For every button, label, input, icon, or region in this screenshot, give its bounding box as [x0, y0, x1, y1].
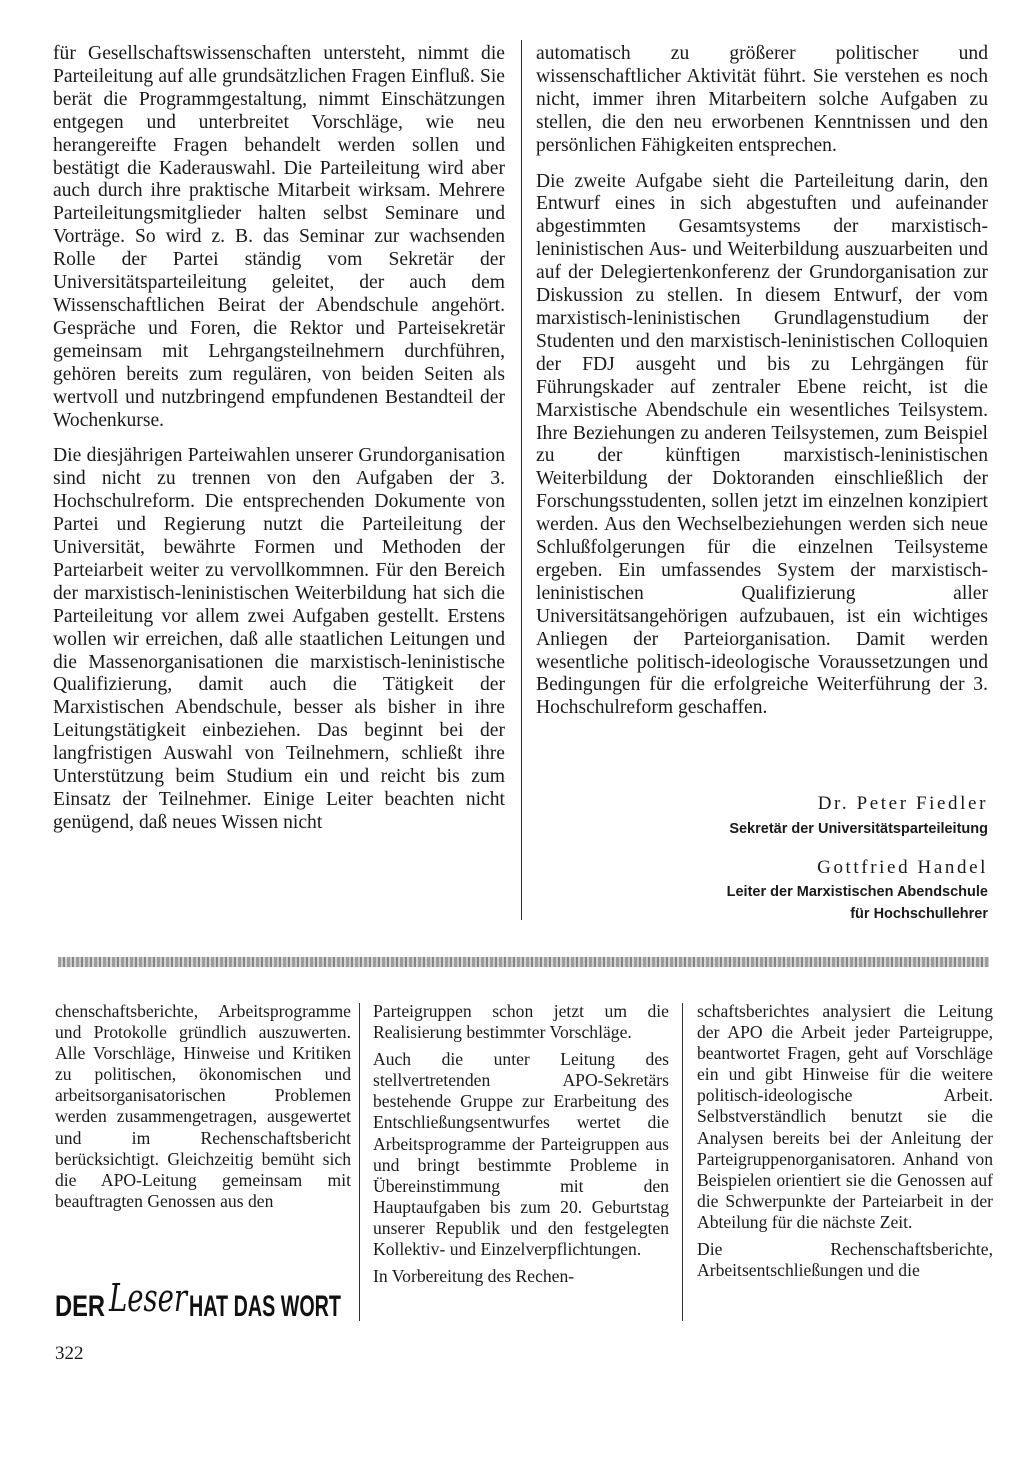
paragraph: In Vorbereitung des Rechen-: [373, 1266, 575, 1287]
author-name-handel: Gottfried Handel: [817, 857, 988, 878]
paragraph: chenschaftsberichte, Arbeitsprogramme und Protokolle gründlich auszuwerten. Alle Vorschläge, Hinweise und Kritiken zu politischen, ökonomischen und arbeitsorganisatorischen Problemen werden zusammengetragen, ausgewertet und im Rechenschaftsbericht berücksichtigt. Gleichzeitig bemüht sich die APO-Leitung gemeinsam mit beauftragten Genossen aus den: [55, 1001, 351, 1211]
column-rule: [521, 40, 522, 920]
paragraph: Die diesjährigen Parteiwahlen unserer Grundorganisation sind nicht zu trennen von den Aufgaben der 3. Hochschulreform. Die entsprechenden Dokumente von Partei und Regierung nutzt die Parteileitung der Universität, bewährte Formen und Methoden der Parteiarbeit weiter zu vervollkommnen. Für den Bereich der marxistisch-leninistischen Weiterbildung hat sich die Parteileitung vor allem zwei Aufgaben gestellt. Erstens wollen wir erreichen, daß alle staatlichen Leitungen und die Massenorganisationen die marxistisch-leninistische Qualifizierung, damit auch die Tätigkeit der Marxistischen Abendschule, besser als bisher in ihre Leitungstätigkeit einbeziehen. Das beginnt bei der langfristigen Auswahl von Teilnehmern, schließt ihre Unterstützung beim Studium ein und reicht bis zum Einsatz der Teilnehmer. Einige Leiter beachten nicht genügend, daß neues Wissen nicht: [53, 445, 505, 833]
rubric-text-der: DER: [55, 1290, 106, 1323]
author-name-fiedler: Dr. Peter Fiedler: [817, 793, 988, 814]
author-role-handel: [727, 881, 988, 925]
reader-column-2: [373, 1001, 669, 1287]
article-column-top-left: [53, 43, 505, 835]
paragraph: Auch die unter Leitung des stellvertretenden APO-Sekretärs bestehende Gruppe zur Erarbeitung des Entschließungsentwurfes wertet die Arbeitsprogramme der Parteigruppen aus und bringt bestimmte Probleme in Übereinstimmung mit den Hauptaufgaben bis zum 20. Geburtstag unserer Republik und den festgelegten Kollektiv- und Einzelverpflichtungen.: [373, 1049, 669, 1260]
author-role-fiedler: Sekretär der Universitätsparteileitung: [729, 821, 988, 837]
author-role-line: für Hochschullehrer: [850, 906, 988, 922]
paragraph: für Gesellschaftswissenschaften untersteht, nimmt die Parteileitung auf alle grundsätzlichen Fragen Einfluß. Sie berät die Programmgestaltung, nimmt Einschätzungen entgegen und unterbreitet Vorschläge, wie neu herangereifte Fragen behandelt werden sollen und bestätigt die Kaderauswahl. Die Parteileitung wird aber auch durch ihre praktische Mitarbeit wirksam. Mehrere Parteileitungsmitglieder halten selbst Seminare und Vorträge. So wird z. B. das Seminar zur wachsenden Rolle der Partei ständig vom Sekretär der Universitätsparteileitung geleitet, der auch dem Wissenschaftlichen Beirat der Abendschule angehört. Gespräche und Foren, die Rektor und Parteisekretär gemeinsam mit Lehrgangsteilnehmern durchführen, gehören bereits zum regulären, von beiden Seiten als wertvoll und nutzbringend empfundenen Bestandteil der Wochenkurse.: [53, 43, 505, 431]
paragraph: Die Rechenschaftsberichte, Arbeitsentschließungen und die: [697, 1239, 993, 1281]
section-divider: [58, 957, 989, 967]
paragraph: Parteigruppen schon jetzt um die Realisierung bestimmter Vorschläge.: [373, 1001, 669, 1043]
paragraph: schaftsberichtes analysiert die Leitung der APO die Arbeit jeder Parteigruppe, beantwortet Fragen, geht auf Vorschläge ein und gibt Hinweise für die weitere politisch-ideologische Arbeit. Selbstverständlich benutzt sie die Analysen bereits bei der Anleitung der Parteigruppenorganisatoren. Anhand von Beispielen orientiert sie die Genossen auf die Schwerpunkte der Parteiarbeit in der Abteilung für die nächste Zeit.: [697, 1001, 993, 1232]
article-column-top-right: [536, 43, 988, 720]
author-role-line: Leiter der Marxistischen Abendschule: [726, 884, 988, 900]
reader-column-1: [55, 1001, 351, 1212]
rubric-text-leser: Leser: [108, 1276, 190, 1320]
rubric-logo: [55, 1275, 345, 1325]
column-rule: [359, 1003, 360, 1321]
rubric-text-hat-das-wort: HAT DAS WORT: [189, 1290, 341, 1323]
paragraph: Die zweite Aufgabe sieht die Parteileitung darin, den Entwurf eines in sich abgestuften und aufeinander abgestimmten Gesamtsystems der marxistisch-leninistischen Aus- und Weiterbildung auszuarbeiten und auf der Delegiertenkonferenz der Grundorganisation zur Diskussion zu stellen. In diesem Entwurf, der vom marxistisch-leninistischen Grundlagenstudium der Studenten und den marxistisch-leninistischen Colloquien der FDJ ausgeht und bis zu Lehrgängen für Führungskader auf zentraler Ebene reicht, ist die Marxistische Abendschule ein wesentliches Teilsystem. Ihre Beziehungen zu anderen Teilsystemen, zum Beispiel zu der künftigen marxistisch-leninistischen Weiterbildung der Doktoranden einschließlich der Forschungsstudenten, sollen jetzt im einzelnen konzipiert werden. Aus den Wechselbeziehungen werden sich neue Schlußfolgerungen für die einzelnen Teilsysteme ergeben. Ein umfassendes System der marxistisch-leninistischen Qualifizierung aller Universitätsangehörigen aufzubauen, ist ein wichtiges Anliegen der Parteiorganisation. Damit werden wesentliche politisch-ideologische Voraussetzungen und Bedingungen für die erfolgreiche Weiterführung der 3. Hochschulreform geschaffen.: [536, 170, 988, 719]
page-number: 322: [55, 1343, 84, 1364]
reader-column-3: [697, 1001, 993, 1281]
column-rule: [682, 1003, 683, 1321]
paragraph: automatisch zu größerer politischer und wissenschaftlicher Aktivität führt. Sie verstehen es noch nicht, immer ihren Mitarbeitern solche Aufgaben zu stellen, die den neu erworbenen Kenntnissen und den persönlichen Fähigkeiten entsprechen.: [536, 43, 988, 156]
